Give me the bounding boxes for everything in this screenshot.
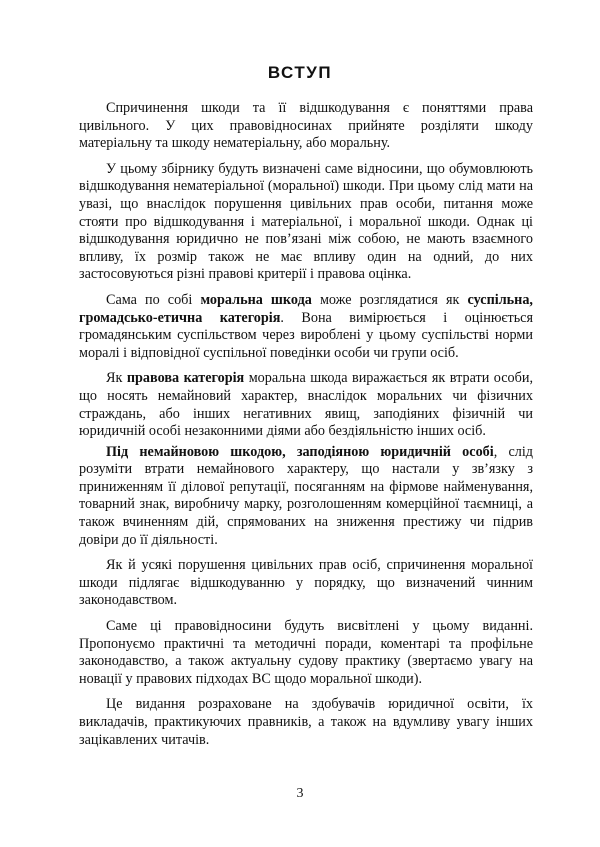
page-title: ВСТУП (267, 63, 333, 82)
paragraph (79, 100, 533, 153)
text-segment: моральна шкода виражається як втрати особи, що носять немайновий характер, внаслідок моральних чи фізичних страждань, або інших негативних явищ, заподіяних фізичній чи юридичній особі незаконними діями або бездіяльністю інших осіб. (79, 370, 533, 440)
body-text (79, 100, 533, 757)
text-segment: Саме ці правовідносини будуть висвітлені у цьому виданні. Пропонуємо практичні та методичні поради, коментарі та профільне законодавство, а також актуальну судову практику (звертаємо увагу на новації у правових підходах ВС щодо моральної шкоди). (79, 618, 533, 687)
paragraph (79, 444, 533, 550)
text-segment: У цьому збірнику будуть визначені саме відносини, що обумовлюють відшкодування нематеріальної (моральної) шкоди. При цьому слід мати на увазі, що внаслідок порушення цивільних прав особи, питання може стояти про відшкодування і матеріальної, і моральної шкоди. Однак ці відшкодування юридично не пов’язані між собою, не мають взаємного впливу, їх розмір також не має впливу один на одний, до них застосовуються різні правові критерії і правова оцінка. (79, 160, 533, 283)
text-segment: Сама по собі (106, 291, 201, 308)
page-number: 3 (296, 786, 304, 801)
text-segment: Це видання розраховане на здобувачів юридичної освіти, їх викладачів, практикуючих правників, а також на вдумливу увагу інших зацікавлених читачів. (79, 696, 533, 748)
paragraph (79, 292, 533, 362)
paragraph (79, 370, 533, 440)
text-segment: може розглядатися як (311, 291, 468, 308)
text-segment: Спричинення шкоди та її відшкодування є поняттями права цивільного. У цих правовідносинах прийняте розділяти шкоду матеріальну та шкоду нематеріальну, або моральну. (79, 100, 533, 152)
bold-text-segment: правова категорія (126, 370, 245, 387)
paragraph (79, 557, 533, 610)
paragraph (79, 161, 533, 284)
paragraph (79, 696, 533, 749)
text-segment: Як (106, 370, 127, 387)
bold-text-segment: моральна шкода (200, 291, 312, 308)
paragraph (79, 618, 533, 688)
bold-text-segment: суспільна, громадсько-етична категорія (79, 291, 533, 326)
bold-text-segment: Під немайновою шкодою, заподіяною юридичній особі (106, 443, 494, 460)
text-segment: . Вона вимірюється і оцінюється громадянським суспільством через вироблені у цьому суспільстві норми моралі і відповідної суспільної поведінки особи чи групи осіб. (79, 309, 534, 361)
text-segment: , слід розуміти втрати немайнового характеру, що настали у зв’язку з приниженням її ділової репутації, посяганням на фірмове найменування, товарний знак, виробничу марку, розголошенням комерційної таємниці, а також вчиненням дій, спрямованих на зниження престижу чи підрив довіри до її діяльності. (79, 443, 534, 548)
text-segment: Як й усякі порушення цивільних прав осіб, спричинення моральної шкоди підлягає відшкодуванню у порядку, що визначений чинним законодавством. (79, 557, 533, 609)
